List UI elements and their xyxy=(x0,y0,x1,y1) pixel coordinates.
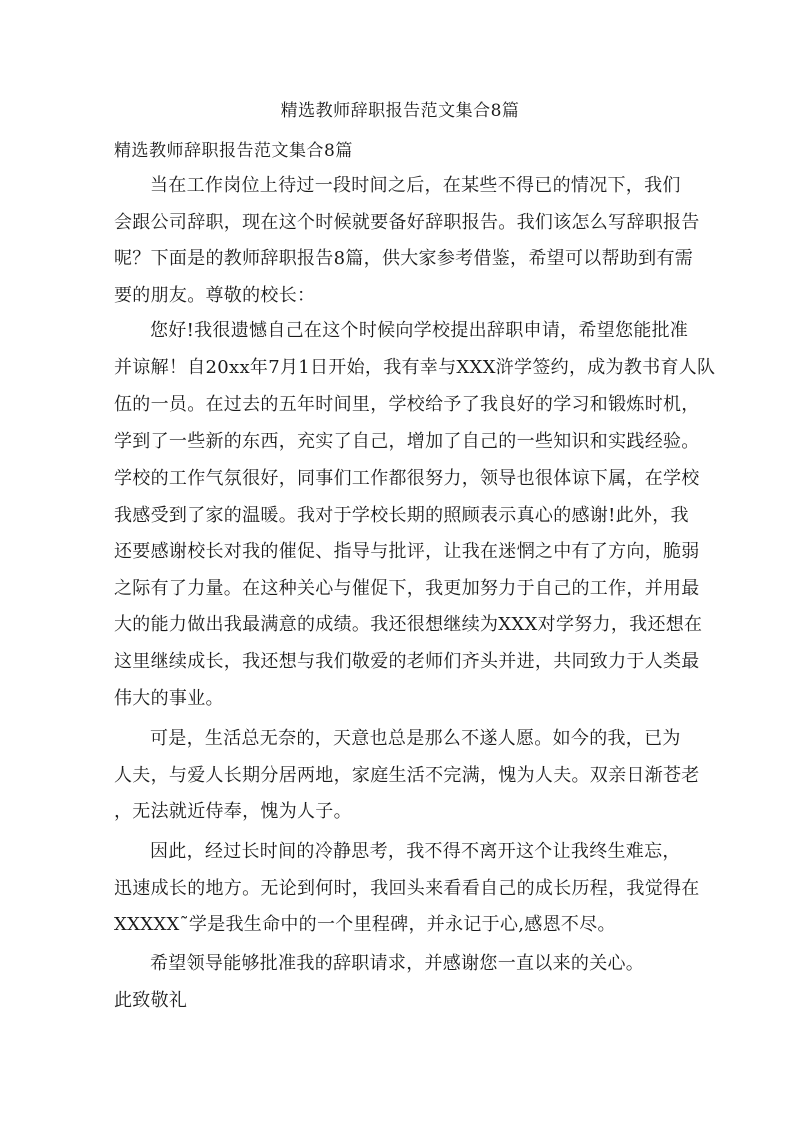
document-title: 精选教师辞职报告范文集合8篇 xyxy=(280,101,520,121)
text-line: 因此，经过长时间的冷静思考，我不得不离开这个让我终生难忘， xyxy=(150,841,681,862)
text-line: XXXXX˜学是我生命中的一个里程碑，并永记于心,感恩不尽。 xyxy=(114,914,616,935)
text-line: 学到了一些新的东西，充实了自己，增加了自己的一些知识和实践经验。 xyxy=(114,431,700,452)
text-line: 迅速成长的地方。无论到何时，我回头来看看自己的成长历程，我觉得在 xyxy=(114,878,700,899)
text-line: 会跟公司辞职，现在这个时候就要备好辞职报告。我们该怎么写辞职报告 xyxy=(114,212,700,233)
document-subtitle: 精选教师辞职报告范文集合8篇 xyxy=(114,141,353,161)
text-line: 希望领导能够批准我的辞职请求，并感谢您一直以来的关心。 xyxy=(150,953,645,974)
text-line: 学校的工作气氛很好，同事们工作都很努力，领导也很体谅下属，在学校 xyxy=(114,468,700,489)
text-line: 伟大的事业。 xyxy=(114,688,224,709)
text-line: 大的能力做出我最满意的成绩。我还很想继续为XXX对学努力，我还想在 xyxy=(114,614,703,635)
text-line: 我感受到了家的温暖。我对于学校长期的照顾表示真心的感谢!此外，我 xyxy=(114,505,689,526)
text-line: 可是，生活总无奈的，天意也总是那么不遂人愿。如今的我，已为 xyxy=(150,728,681,749)
text-line: 之际有了力量。在这种关心与催促下，我更加努力于自己的工作，并用最 xyxy=(114,578,700,599)
text-line: 要的朋友。尊敬的校长： xyxy=(114,285,316,306)
text-line: 并谅解！自20xx年7月1日开始，我有幸与XXX浒学签约，成为教书育人队 xyxy=(114,357,716,378)
text-line: ，无法就近侍奉，愧为人子。 xyxy=(114,801,352,822)
closing-line: 此致敬礼 xyxy=(114,990,188,1011)
text-line: 伍的一员。在过去的五年时间里，学校给予了我良好的学习和锻炼时机， xyxy=(114,394,700,415)
text-line: 您好!我很遗憾自己在这个时候向学校提出辞职申请，希望您能批准 xyxy=(150,320,689,341)
text-line: 当在工作岗位上待过一段时间之后，在某些不得已的情况下，我们 xyxy=(150,175,681,196)
text-line: 人夫，与爱人长期分居两地，家庭生活不完满，愧为人夫。双亲日渐苍老 xyxy=(114,765,700,786)
text-line: 还要感谢校长对我的催促、指导与批评，让我在迷惘之中有了方向，脆弱 xyxy=(114,541,700,562)
text-line: 这里继续成长，我还想与我们敬爱的老师们齐头并进，共同致力于人类最 xyxy=(114,651,700,672)
text-line: 呢？下面是的教师辞职报告8篇，供大家参考借鉴，希望可以帮助到有需 xyxy=(114,248,694,269)
